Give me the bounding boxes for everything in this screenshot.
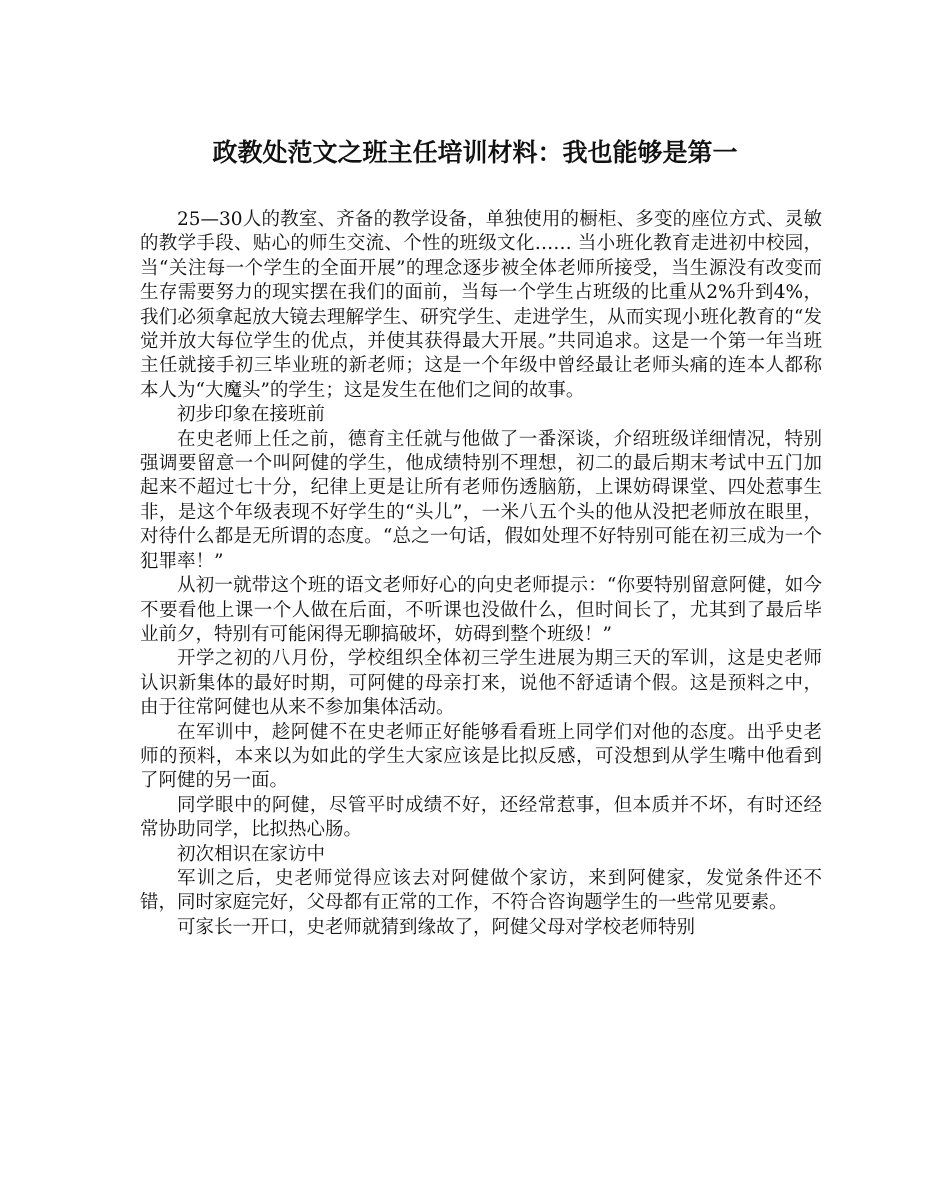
section-heading: 初次相识在家访中 bbox=[177, 843, 326, 865]
body-paragraph: 开学之初的八月份，学校组织全体初三学生进展为期三天的军训，这是史老师认识新集体的最好时期，可阿健的母亲打来，说他不舒适请个假。这是预料之中，由于往常阿健也从来不参加集体活动。 bbox=[140, 648, 822, 719]
body-paragraph: 同学眼中的阿健，尽管平时成绩不好，还经常惹事，但本质并不坏，有时还经常协助同学，比拟热心肠。 bbox=[140, 794, 822, 841]
body-paragraph: 在史老师上任之前，德育主任就与他做了一番深谈，介绍班级详细情况，特别强调要留意一个叫阿健的学生，他成绩特别不理想，初二的最后期末考试中五门加起来不超过七十分，纪律上更是让所有老师伤透脑筋，上课妨碍课堂、四处惹事生非，是这个年级表现不好学生的“头儿”，一米八五个头的他从没把老师放在眼里，对待什么都是无所谓的态度。“总之一句话，假如处理不好特别可能在初三成为一个犯罪率！” bbox=[140, 428, 822, 572]
body-paragraph: 在军训中，趁阿健不在史老师正好能够看看班上同学们对他的态度。出乎史老师的预料，本来以为如此的学生大家应该是比拟反感，可没想到从学生嘴中他看到了阿健的另一面。 bbox=[140, 721, 822, 792]
section-heading: 初步印象在接班前 bbox=[177, 404, 326, 426]
document-title: 政教处范文之班主任培训材料：我也能够是第一 bbox=[212, 138, 738, 167]
body-paragraph: 从初一就带这个班的语文老师好心的向史老师提示：“你要特别留意阿健，如今不要看他上课一个人做在后面，不听课也没做什么，但时间长了，尤其到了最后毕业前夕，特别有可能闲得无聊搞破坏，妨碍到整个班级！” bbox=[140, 575, 822, 645]
body-paragraph: 可家长一开口，史老师就猜到缘故了，阿健父母对学校老师特别 bbox=[177, 916, 696, 938]
body-paragraph: 军训之后，史老师觉得应该去对阿健做个家访，来到阿健家，发觉条件还不错，同时家庭完好，父母都有正常的工作，不符合咨询题学生的一些常见要素。 bbox=[140, 867, 822, 914]
document-body bbox=[140, 208, 822, 940]
body-paragraph: 25—30人的教室、齐备的教学设备，单独使用的橱柜、多变的座位方式、灵敏的教学手段、贴心的师生交流、个性的班级文化…… 当小班化教育走进初中校园，当“关注每一个学生的全面开展”的理念逐步被全体老师所接受，当生源没有改变而生存需要努力的现实摆在我们的面前，当每一个学生占班级的比重从2%升到4%，我们必须拿起放大镜去理解学生、研究学生、走进学生，从而实现小班化教育的“发觉并放大每位学生的优点，并使其获得最大开展。”共同追求。这是一个第一年当班主任就接手初三毕业班的新老师；这是一个年级中曾经最让老师头痛的连本人都称本人为“大魔头”的学生；这是发生在他们之间的故事。 bbox=[140, 209, 822, 401]
